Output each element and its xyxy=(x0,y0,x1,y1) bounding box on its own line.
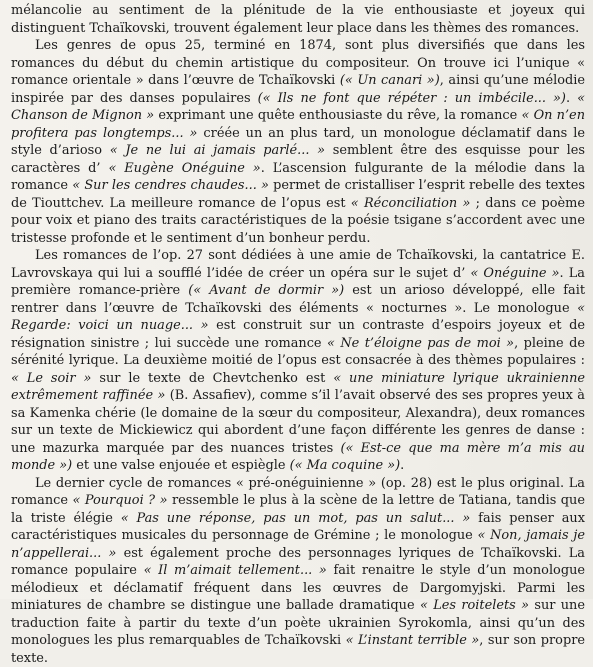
text-run: . xyxy=(400,458,404,473)
text-run: est construit sur un contraste d’espoirs joyeux et de résignation sinistre ; lui succède une romance xyxy=(11,318,585,351)
italic-title: « Non, jamais je n’appellerai... » xyxy=(11,528,585,561)
italic-title: « Sur les cendres chaudes... » xyxy=(72,178,269,193)
italic-title: (« Ils ne font que répéter : un imbécile... ») xyxy=(258,91,566,106)
italic-title: « Il m’aimait tellement... » xyxy=(144,563,327,578)
italic-title: « Je ne lui ai jamais parlé... » xyxy=(110,143,325,158)
italic-title: « Réconciliation » xyxy=(351,196,471,211)
italic-title: (« Ma coquine ») xyxy=(290,458,401,473)
paragraph xyxy=(11,475,585,667)
italic-title: (« Avant de dormir ») xyxy=(188,283,344,298)
italic-title: « Les roitelets » xyxy=(420,598,529,613)
body-text xyxy=(11,2,585,667)
text-run: ressemble le plus à la scène de la lettre de Tatiana, tandis que la triste élégie xyxy=(11,493,585,526)
text-run: (B. Assafiev), comme s’il l’avait observé des ses propres yeux à sa Kamenka chérie (le domaine de la sœur du compositeur, Alexandra), deux romances sur un texte de Mickiewicz qui abordent d’une façon différente les genres de danse : une mazurka marquée par des nuances tristes xyxy=(11,388,585,456)
text-run: fait renaitre le style d’un monologue mélodieux et déclamatif fréquent dans les œuvres de Dargomyjski. Parmi les miniatures de chambre se distingue une ballade dramatique xyxy=(11,563,585,613)
italic-title: « Eugène Onéguine » xyxy=(108,161,260,176)
text-run: créée un an plus tard, un monologue déclamatif dans le style d’arioso xyxy=(11,126,585,159)
text-run: Les romances de l’op. 27 sont dédiées à une amie de Tchaïkovski, la cantatrice E. Lavrovskaya qui lui a soufflé l’idée de créer un opéra sur le sujet d’ xyxy=(11,248,585,281)
italic-title: (« Est-ce que ma mère m’a mis au monde ») xyxy=(11,441,585,474)
text-run: Les genres de opus 25, terminé en 1874, sont plus diversifiés que dans les romances du début du chemin artistique du compositeur. On trouve ici l’unique « romance orientale » dans l’œuvre de Tchaïkovski xyxy=(11,38,585,88)
italic-title: « Le soir » xyxy=(11,371,91,386)
italic-title: (« Un canari ») xyxy=(340,73,440,88)
text-run: sur le texte de Chevtchenko est xyxy=(91,371,333,386)
text-run: fais penser aux caractéristiques musicales du personnage de Grémine ; le monologue xyxy=(11,511,585,544)
text-run: est un arioso développé, elle fait rentrer dans l’œuvre de Tchaïkovski des éléments « nocturnes ». Le monologue xyxy=(11,283,585,316)
italic-title: « Regarde: voici un nuage... » xyxy=(11,301,585,334)
text-run: . La première romance-prière xyxy=(11,266,585,299)
italic-title: « Ne t’éloigne pas de moi » xyxy=(327,336,514,351)
italic-title: « Pourquoi ? » xyxy=(72,493,167,508)
paragraph xyxy=(11,247,585,475)
text-run: , ainsi qu’une mélodie inspirée par des danses populaires xyxy=(11,73,585,106)
italic-title: « Onéguine » xyxy=(470,266,559,281)
text-run: Le dernier cycle de romances « pré-onéguinienne » (op. 28) est le plus original. La romance xyxy=(11,476,585,509)
text-run: semblent être des esquisse pour les caractères d’ xyxy=(11,143,585,176)
italic-title: « une miniature lyrique ukrainienne extrêmement raffinée » xyxy=(11,371,585,404)
text-run: , sur son propre texte. xyxy=(11,633,585,666)
italic-title: « Pas une réponse, pas un mot, pas un salut... » xyxy=(121,511,471,526)
text-run: permet de cristalliser l’esprit rebelle des textes de Tiouttchev. La meilleure romance de l’opus est xyxy=(11,178,585,211)
text-run: mélancolie au sentiment de la plénitude de la vie enthousiaste et joyeux qui distinguent Tchaïkovski, trouvent également leur place dans les thèmes des romances. xyxy=(11,3,585,36)
text-run: , pleine de sérénité lyrique. La deuxième moitié de l’opus est consacrée à des thèmes populaires : xyxy=(11,336,585,369)
text-run: . xyxy=(566,91,577,106)
paragraph xyxy=(11,37,585,247)
italic-title: « Chanson de Mignon » xyxy=(11,91,585,124)
italic-title: « On n’en profitera pas longtemps... » xyxy=(11,108,585,141)
text-run: . L’ascension fulgurante de la mélodie dans la romance xyxy=(11,161,585,194)
text-run: est également proche des personnages lyriques de Tchaïkovski. La romance populaire xyxy=(11,546,585,579)
text-run: exprimant une quête enthousiaste du rêve, la romance xyxy=(154,108,521,123)
paragraph xyxy=(11,2,585,37)
italic-title: « L’instant terrible » xyxy=(346,633,480,648)
text-run: ; dans ce poème pour voix et piano des traits caractéristiques de la poésie tsigane s’accordent avec une tristesse profonde et le sentiment d’un bonheur perdu. xyxy=(11,196,585,246)
text-run: et une valse enjouée et espiègle xyxy=(72,458,289,473)
text-run: sur une traduction faite à partir du texte d’un poète ukrainien Syrokomla, ainsi qu’un des monologues les plus remarquables de Tchaïkovski xyxy=(11,598,585,648)
